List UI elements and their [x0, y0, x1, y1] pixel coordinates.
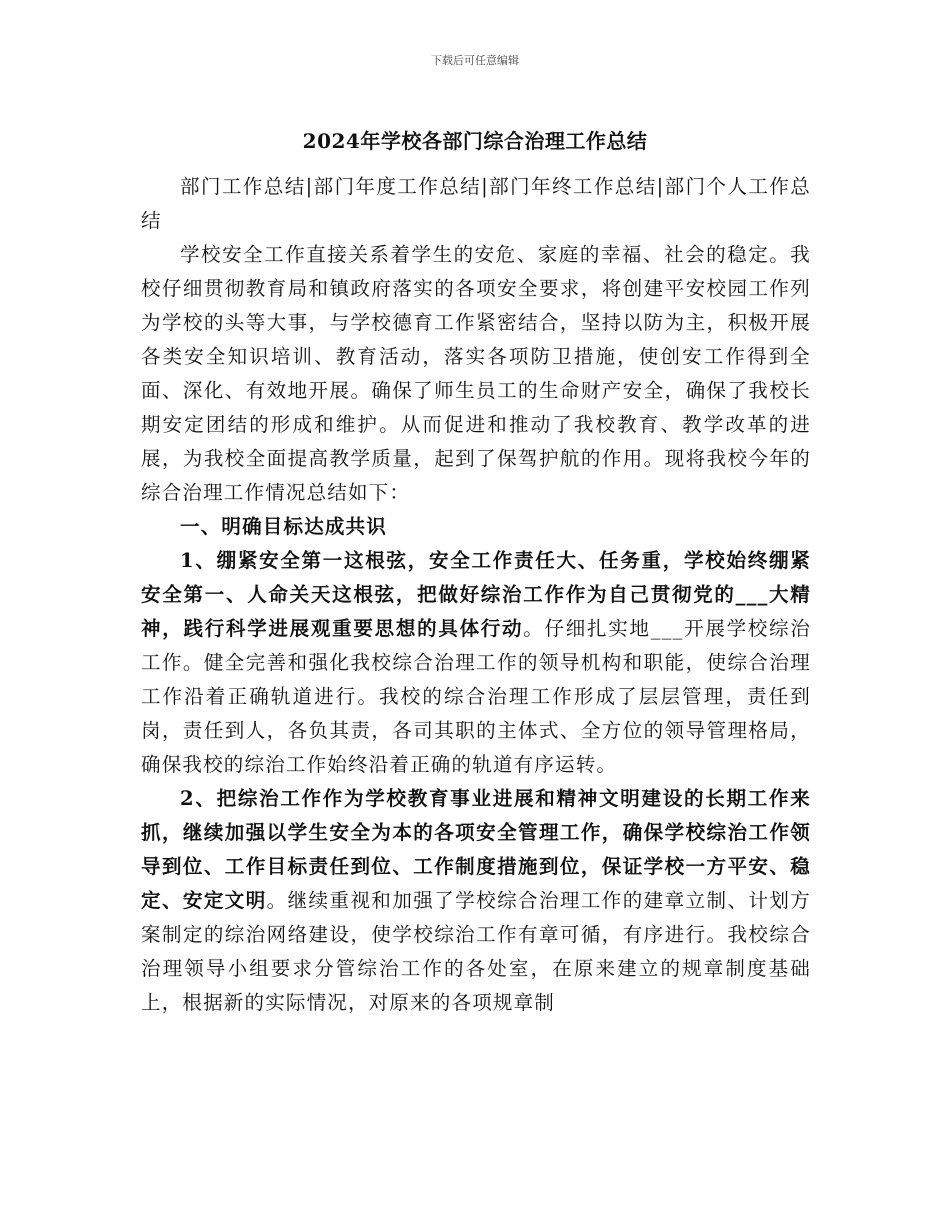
item-1-paragraph: [141, 544, 811, 782]
category-line: 部门工作总结|部门年度工作总结|部门年终工作总结|部门个人工作总结: [141, 175, 811, 232]
item-1-text: 。仔细扎实地___开展学校综治工作。健全完善和强化我校综合治理工作的领导机构和职能，使综合治理工作沿着正确轨道进行。我校的综合治理工作形成了层层管理，责任到岗，责任到人，各负其责，各司其职的主体式、全方位的领导管理格局，确保我校的综治工作始终沿着正确的轨道有序运转。: [141, 617, 811, 776]
item-1-bold-lead: 1、绷紧安全第一这根弦，安全工作责任大、任务重，学校始终绷紧安全第一、人命关天这根弦，把做好综治工作作为自己贯彻党的___大精神，践行科学进展观重要思想的具体行动: [141, 549, 811, 640]
item-2-paragraph: [141, 782, 811, 1020]
intro-paragraph: 学校安全工作直接关系着学生的安危、家庭的幸福、社会的稳定。我校仔细贯彻教育局和镇政府落实的各项安全要求，将创建平安校园工作列为学校的头等大事，与学校德育工作紧密结合，坚持以防为主，积极开展各类安全知识培训、教育活动，落实各项防卫措施，使创安工作得到全面、深化、有效地开展。确保了师生员工的生命财产安全，确保了我校长期安定团结的形成和维护。从而促进和推动了我校教育、教学改革的进展，为我校全面提高教学质量，起到了保驾护航的作用。现将我校今年的综合治理工作情况总结如下：: [141, 243, 811, 504]
item-2-bold-lead: 2、把综治工作作为学校教育事业进展和精神文明建设的长期工作来抓，继续加强以学生安全为本的各项安全管理工作，确保学校综治工作领导到位、工作目标责任到位、工作制度措施到位，保证学校一方平安、稳定、安定文明: [141, 787, 811, 912]
section-heading: 一、明确目标达成共识: [180, 515, 388, 538]
document-title: 2024年学校各部门综合治理工作总结: [302, 129, 648, 153]
header-note: 下载后可任意编辑: [431, 54, 519, 67]
document-body: [141, 170, 811, 1020]
item-2-text: 。继续重视和加强了学校综合治理工作的建章立制、计划方案制定的综治网络建设，使学校综治工作有章可循，有序进行。我校综合治理领导小组要求分管综治工作的各处室，在原来建立的规章制度基础上，根据新的实际情况，对原来的各项规章制: [141, 889, 811, 1014]
